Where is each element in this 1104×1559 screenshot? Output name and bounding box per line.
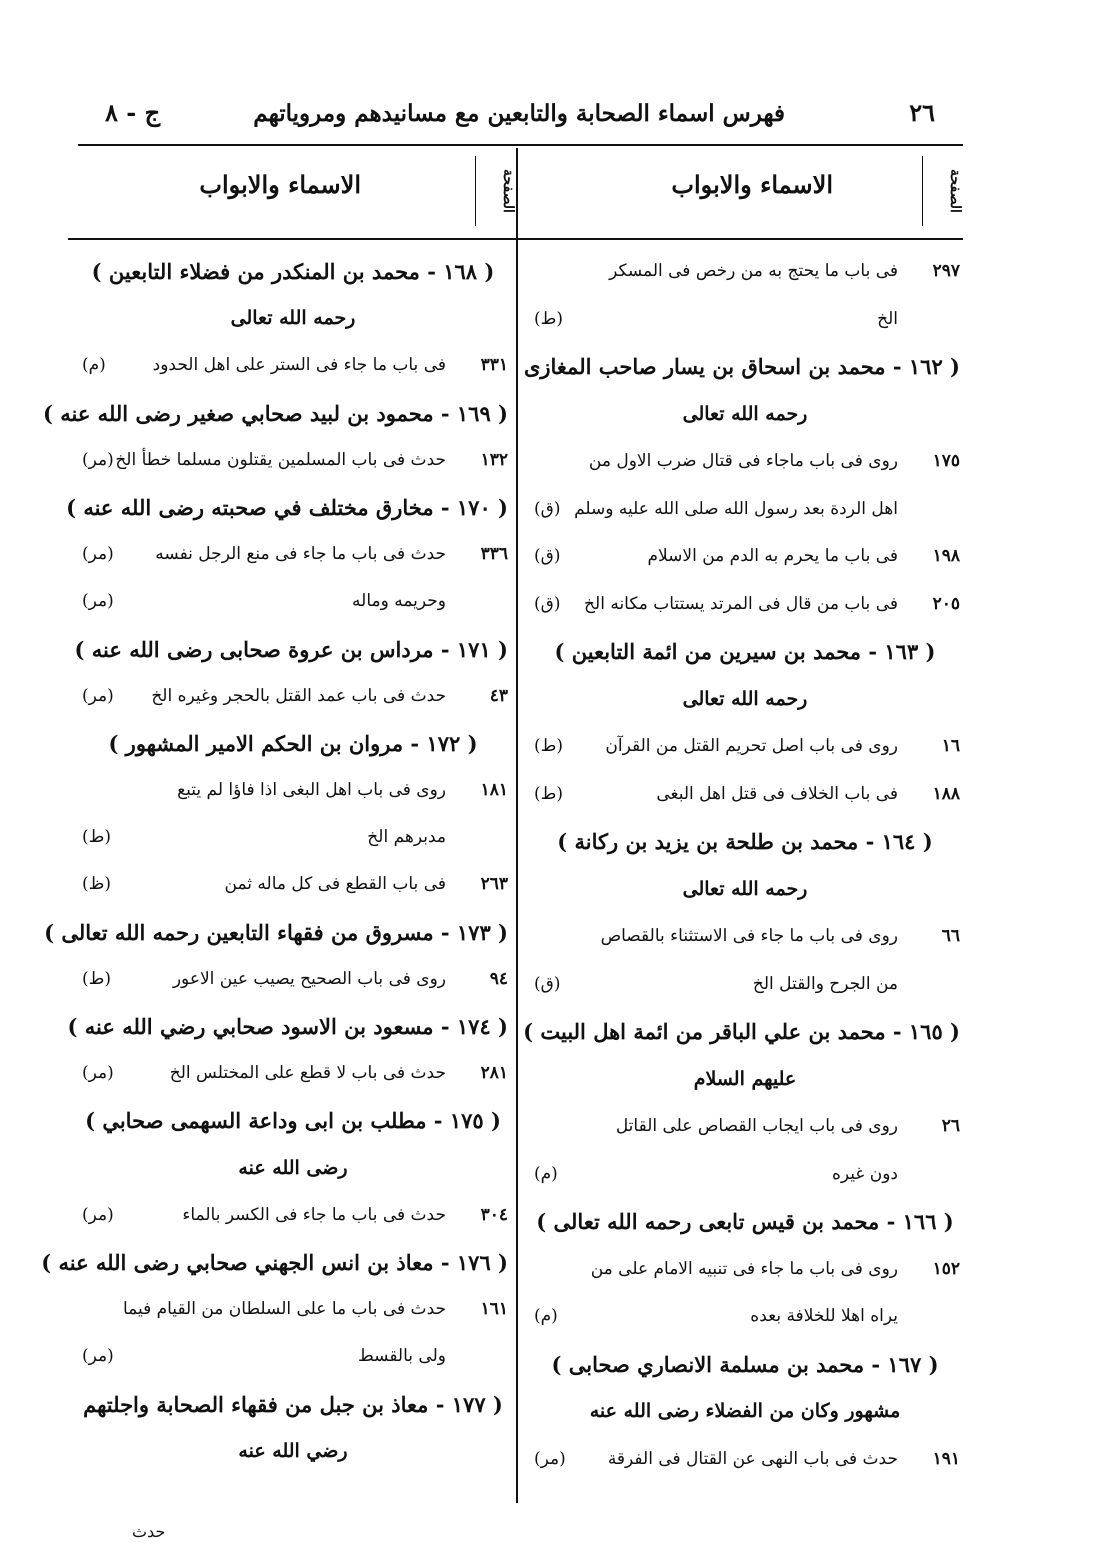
entry-page-number: ٣٣١ [480, 355, 508, 376]
entry-text: فى باب الخلاف فى قتل اهل البغى [656, 783, 898, 804]
index-entry [530, 913, 960, 961]
entry-text: فى باب من قال فى المرتد يستتاب مكانه الخ [584, 593, 898, 614]
index-entry [78, 1050, 508, 1097]
catchword: حدث [132, 1522, 166, 1541]
entry-source-code: (مر) [82, 685, 114, 706]
section-heading-continuation: رحمه الله تعالى [682, 687, 808, 710]
entry-text: حدث فى باب عمد القتل بالحجر وغيره الخ [151, 685, 446, 706]
entry-text: حدث فى باب ما جاء فى الكسر بالماء [182, 1204, 446, 1225]
entry-text: روى فى باب الصحيح يصيب عين الاعور [172, 968, 446, 989]
section-heading-continuation: رحمه الله تعالى [230, 307, 356, 330]
entry-page-number: ٣٣٦ [480, 544, 508, 565]
entry-text: حدث فى باب المسلمين يقتلون مسلما خطأ الخ [115, 449, 446, 470]
section-heading: ( ١٦٧ - محمد بن مسلمة الانصاري صحابى ) [551, 1351, 939, 1377]
entry-text: اهل الردة بعد رسول الله صلى الله عليه وسلم [574, 498, 898, 519]
index-entry [78, 814, 508, 861]
entry-text: من الجرح والقتل الخ [752, 973, 898, 994]
entry-text: فى باب ما جاء فى الستر على اهل الحدود [152, 355, 446, 376]
entry-source-code: (مر) [82, 449, 114, 470]
section-heading: ( ١٧٦ - معاذ بن انس الجهني صحابي رضى الله عنه ) [41, 1249, 508, 1275]
entry-source-code: (ط) [82, 968, 111, 989]
left-column [41, 248, 508, 1518]
entry-text: فى باب ما يحتج به من رخص فى المسكر [609, 261, 898, 281]
entry-text: روى فى باب ما جاء فى تنبيه الامام على من [590, 1258, 898, 1279]
entry-page-number: ١٩١ [932, 1448, 960, 1469]
entry-text: ولى بالقسط [358, 1346, 446, 1367]
index-entry [530, 533, 960, 581]
entry-source-code: (م) [534, 1306, 558, 1326]
section-heading: ( ١٦٤ - محمد بن طلحة بن يزيد بن ركانة ) [557, 829, 933, 854]
section-heading: ( ١٦٢ - محمد بن اسحاق بن يسار صاحب المغازى [523, 354, 960, 379]
entry-source-code: (مر) [82, 591, 114, 612]
entry-page-number: ١٧٥ [932, 451, 960, 471]
entry-text: حدث فى باب النهى عن القتال فى الفرقة [607, 1448, 898, 1469]
entry-page-number: ٢٦٣ [480, 874, 508, 895]
right-column [523, 248, 960, 1518]
page-column-label: الصفحة [475, 156, 516, 226]
entry-source-code: (ق) [534, 498, 561, 519]
section-heading-continuation: رضي الله عنه [238, 1439, 348, 1462]
entry-page-number: ١٨٨ [932, 783, 960, 804]
index-entry [78, 531, 508, 578]
index-entry [78, 956, 508, 1003]
section-heading: ( ١٧١ - مرداس بن عروة صحابى رضى الله عنه ) [74, 636, 508, 662]
index-entry [78, 861, 508, 908]
section-heading: ( ١٦٨ - محمد بن المنكدر من فضلاء التابعين ) [91, 259, 495, 284]
index-entry [530, 961, 960, 1009]
entry-source-code: (ظ) [82, 874, 111, 895]
index-entry [530, 581, 960, 629]
entry-source-code: (ط) [534, 736, 563, 756]
index-entry [78, 1333, 508, 1380]
entry-source-code: (ط) [534, 308, 563, 329]
entry-page-number: ٢٠٥ [932, 593, 960, 614]
entry-text: حدث فى باب ما جاء فى منع الرجل نفسه [155, 544, 446, 565]
entry-page-number: ٢٦ [941, 1116, 960, 1136]
section-heading-continuation: رحمه الله تعالى [682, 877, 808, 900]
entry-source-code: (مر) [534, 1448, 566, 1469]
section-heading-continuation: رضى الله عنه [238, 1156, 348, 1179]
column-divider [516, 148, 518, 1503]
index-entry [78, 673, 508, 720]
left-column-header [70, 148, 516, 238]
index-entry [78, 1192, 508, 1239]
index-entry [530, 1293, 960, 1341]
entry-source-code: (م) [82, 355, 106, 376]
names-column-label: الاسماء والابواب [671, 170, 833, 199]
entry-source-code: (ق) [534, 593, 561, 614]
entry-page-number: ٤٣ [489, 685, 508, 706]
section-heading-continuation: مشهور وكان من الفضلاء رضى الله عنه [589, 1400, 901, 1422]
section-heading: ( ١٧٥ - مطلب بن ابى وداعة السهمى صحابي ) [85, 1108, 501, 1134]
index-entry [530, 1151, 960, 1199]
entry-page-number: ١٦ [941, 736, 960, 756]
section-heading: ( ١٧٢ - مروان بن الحكم الامير المشهور ) [108, 730, 478, 756]
right-column-header [518, 148, 963, 238]
entry-text: حدث فى باب ما على السلطان من القيام فيما [122, 1299, 446, 1320]
index-entry [530, 1103, 960, 1151]
entry-page-number: ٣٠٤ [480, 1204, 508, 1225]
entry-source-code: (مر) [82, 1063, 114, 1084]
index-entry [530, 771, 960, 819]
entry-text: الخ [877, 308, 898, 329]
entry-text: روى فى باب ايجاب القصاص على القاتل [615, 1116, 898, 1136]
entry-page-number: ١٨١ [480, 780, 508, 801]
index-entry [530, 296, 960, 344]
section-heading: ( ١٧٤ - مسعود بن الاسود صحابي رضي الله عنه ) [67, 1014, 508, 1039]
entry-text: روى فى باب ما جاء فى الاستثناء بالقصاص [600, 926, 898, 946]
entry-text: مدبرهم الخ [367, 827, 446, 848]
entry-source-code: (ط) [82, 827, 111, 848]
entry-page-number: ٢٨١ [480, 1063, 508, 1084]
entry-source-code: (م) [534, 1163, 558, 1184]
page-column-label: الصفحة [922, 156, 963, 226]
entry-page-number: ١٦١ [480, 1299, 508, 1320]
index-entry [78, 767, 508, 814]
section-heading: ( ١٧٠ - مخارق مختلف في صحبته رضى الله عنه ) [66, 494, 508, 520]
entry-text: دون غيره [832, 1163, 898, 1184]
entry-text: روى فى باب اهل البغى اذا فاؤا لم يتبع [177, 780, 446, 801]
names-column-label: الاسماء والابواب [199, 170, 361, 199]
running-header [105, 98, 935, 144]
index-entry [530, 438, 960, 486]
entry-page-number: ١٥٢ [932, 1258, 960, 1279]
section-heading: ( ١٦٦ - محمد بن قيس تابعى رحمه الله تعالى ) [536, 1209, 954, 1234]
entry-page-number: ٩٤ [489, 968, 508, 989]
entry-source-code: (ق) [534, 546, 561, 566]
index-entry [530, 248, 960, 296]
entry-source-code: (مر) [82, 1204, 114, 1225]
entry-page-number: ١٣٢ [480, 449, 508, 470]
volume-label: ج - ٨ [105, 98, 161, 127]
index-entry [78, 1286, 508, 1333]
entry-page-number: ٢٩٧ [932, 261, 960, 281]
section-heading: ( ١٦٥ - محمد بن علي الباقر من ائمة اهل البيت ) [523, 1019, 960, 1044]
entry-text: فى باب القطع فى كل ماله ثمن [224, 874, 446, 895]
entry-source-code: (مر) [82, 1346, 114, 1367]
section-heading: ( ١٦٣ - محمد بن سيرين من ائمة التابعين ) [554, 639, 936, 664]
entry-source-code: (ق) [534, 973, 561, 994]
index-entry [78, 578, 508, 625]
index-entry [530, 1246, 960, 1294]
entry-text: روى فى باب ماجاء فى قتال ضرب الاول من [588, 451, 898, 471]
page-title: فهرس اسماء الصحابة والتابعين مع مسانيدهم ومروياتهم [253, 100, 785, 127]
section-heading: ( ١٧٧ - معاذ بن جبل من فقهاء الصحابة واجلتهم [83, 1391, 503, 1417]
index-entry [530, 723, 960, 771]
section-heading: ( ١٦٩ - محمود بن لبيد صحابي صغير رضى الله عنه ) [43, 400, 508, 426]
entry-page-number: ٦٦ [941, 926, 960, 946]
entry-text: وحريمه وماله [352, 591, 446, 612]
section-heading: ( ١٧٣ - مسروق من فقهاء التابعين رحمه الله تعالى ) [44, 919, 508, 945]
entry-text: حدث فى باب لا قطع على المختلس الخ [169, 1063, 446, 1084]
entry-page-number: ١٩٨ [932, 546, 960, 566]
entry-text: يراه اهلا للخلافة بعده [750, 1306, 898, 1326]
index-entry [78, 342, 508, 389]
entry-source-code: (مر) [82, 544, 114, 565]
index-entry [530, 1436, 960, 1484]
section-heading-continuation: عليهم السلام [693, 1067, 797, 1090]
index-entry [530, 486, 960, 534]
entry-text: روى فى باب اصل تحريم القتل من القرآن [605, 736, 898, 756]
header-rule [78, 144, 963, 146]
index-entry [78, 437, 508, 484]
entry-source-code: (ط) [534, 783, 563, 804]
page-number: ٢٦ [909, 98, 935, 127]
entry-text: فى باب ما يحرم به الدم من الاسلام [647, 546, 898, 566]
section-heading-continuation: رحمه الله تعالى [682, 402, 808, 425]
